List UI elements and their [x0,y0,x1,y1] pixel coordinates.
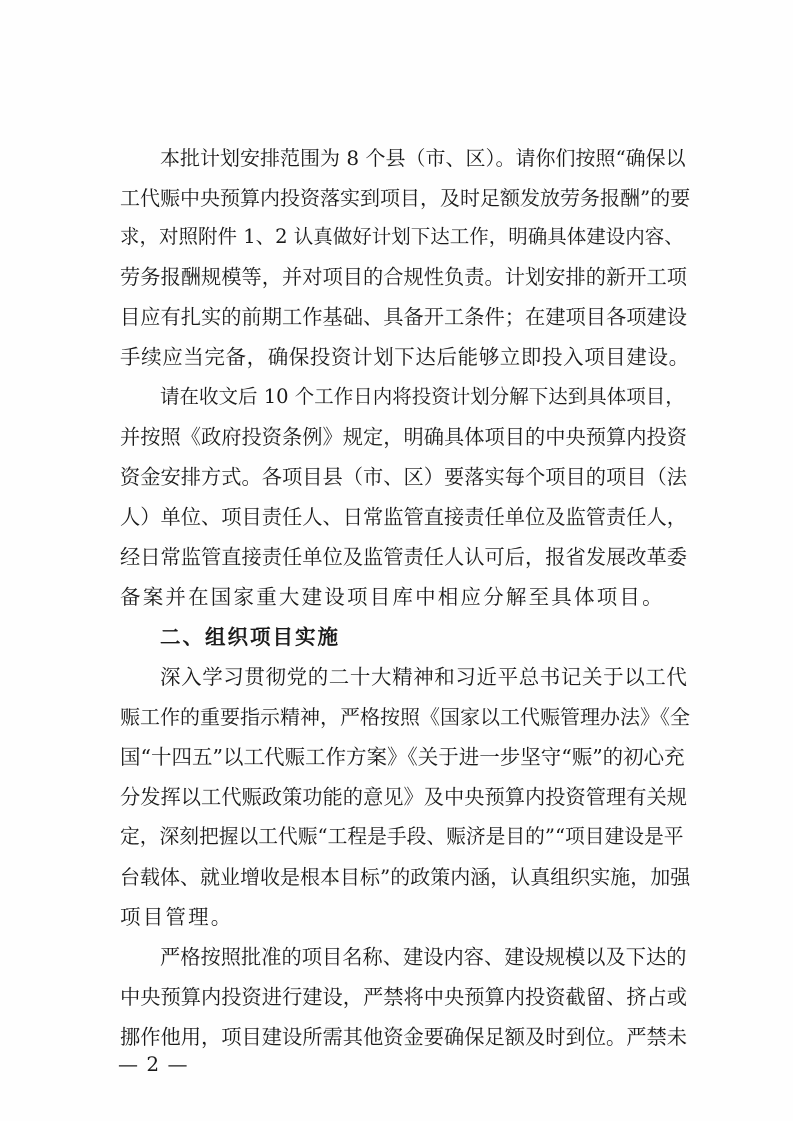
text-line: 项目管理。 [120,905,234,929]
text-line: 求，对照附件 1、2 认真做好计划下达工作，明确具体建设内容、 [120,225,684,248]
text-line: 挪作他用，项目建设所需其他资金要确保足额及时到位。严禁未 [120,1025,688,1049]
text-line: 台载体、就业增收是根本目标”的政策内涵，认真组织实施，加强 [120,865,691,889]
text-line: 本批计划安排范围为 8 个县（市、区）。请你们按照“确保以 [160,146,686,170]
text-line: 备案并在国家重大建设项目库中相应分解至具体项目。 [120,585,665,609]
text-line: 人）单位、项目责任人、日常监管直接责任单位及监管责任人， [120,505,688,529]
text-line: 定，深刻把握以工代赈“工程是手段、赈济是目的”“项目建设是平 [120,825,684,848]
text-line: 资金安排方式。各项目县（市、区）要落实每个项目的项目（法 [120,465,688,489]
text-line: 赈工作的重要指示精神，严格按照《国家以工代赈管理办法》《全 [120,705,690,729]
text-line: 并按照《政府投资条例》规定，明确具体项目的中央预算内投资 [120,425,688,449]
text-line: 分发挥以工代赈政策功能的意见》及中央预算内投资管理有关规 [120,785,688,809]
text-line: 中央预算内投资进行建设，严禁将中央预算内投资截留、挤占或 [120,985,688,1009]
text-line: 经日常监管直接责任单位及监管责任人认可后，报省发展改革委 [120,545,688,569]
text-line: 请在收文后 10 个工作日内将投资计划分解下达到具体项目， [160,385,685,408]
text-line: 国“十四五”以工代赈工作方案》《关于进一步坚守“赈”的初心充 [120,745,685,769]
section-heading: 二、组织项目实施 [160,625,340,649]
text-line: 深入学习贯彻党的二十大精神和习近平总书记关于以工代 [160,665,688,689]
page-number: — 2 — [118,1052,189,1076]
text-line: 手续应当完备，确保投资计划下达后能够立即投入项目建设。 [120,345,690,369]
text-line: 严格按照批准的项目名称、建设内容、建设规模以及下达的 [160,945,687,969]
text-line: 劳务报酬规模等，并对项目的合规性负责。计划安排的新开工项 [120,265,688,289]
text-line: 工代赈中央预算内投资落实到项目，及时足额发放劳务报酬”的要 [120,186,691,210]
text-line: 目应有扎实的前期工作基础、具备开工条件；在建项目各项建设 [120,305,688,329]
